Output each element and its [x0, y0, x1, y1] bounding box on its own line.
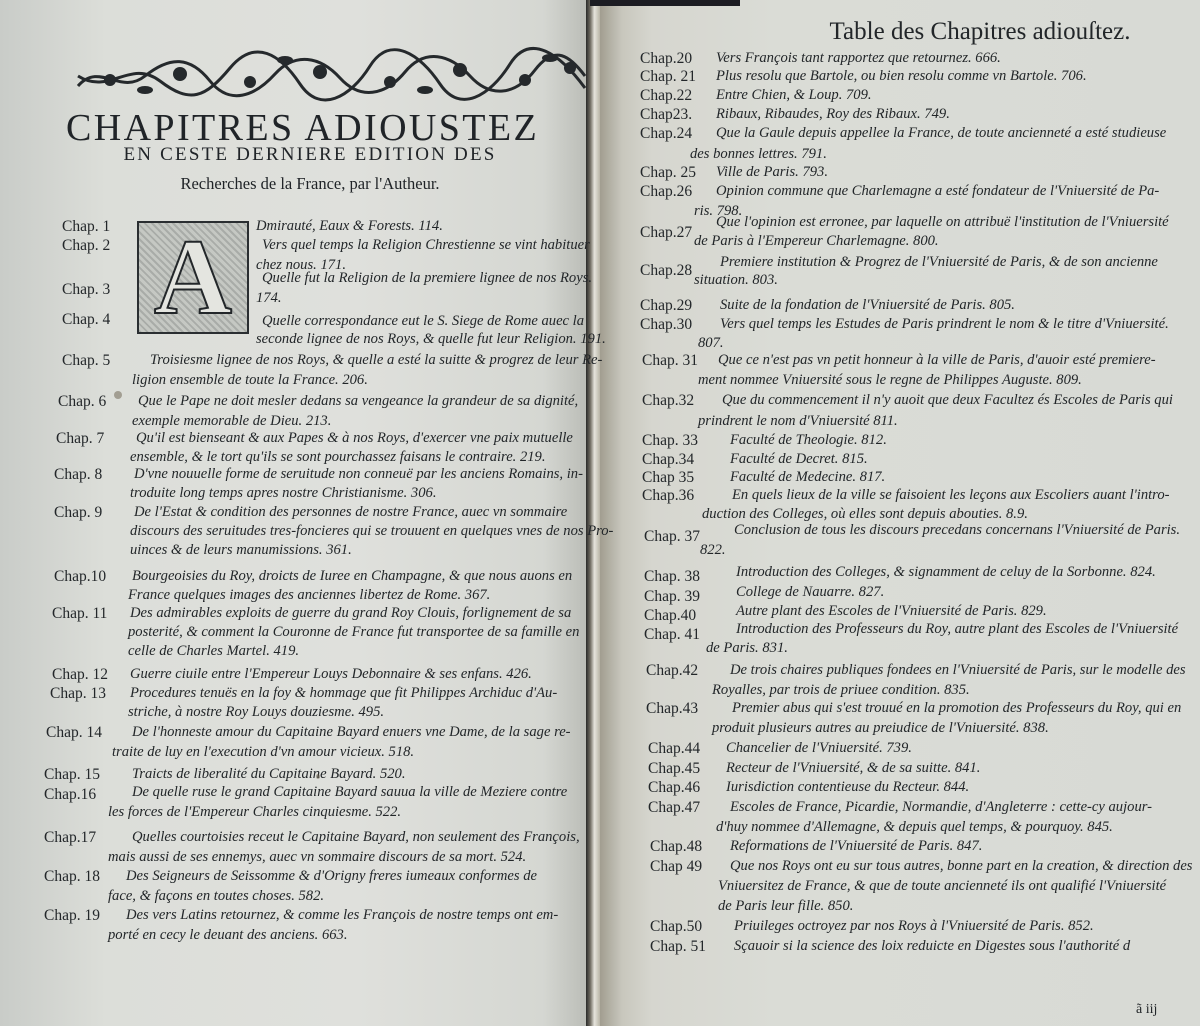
- signature-mark: ã iij: [1136, 1002, 1158, 1017]
- page-subtitle: EN CESTE DERNIERE EDITION DES: [123, 144, 497, 165]
- page-title: CHAPITRES ADIOUSTEZ: [66, 107, 540, 149]
- drop-cap-letter: A: [154, 217, 232, 337]
- decorated-drop-cap: [137, 217, 249, 337]
- right-page-title: Table des Chapitres adiouſtez.: [829, 18, 1131, 45]
- ink-stain: [316, 774, 320, 779]
- binding-shadow: [590, 0, 740, 6]
- floral-headpiece-ornament-icon: [70, 46, 590, 102]
- page-subtitle-2: Recherches de la France, par l'Autheur.: [180, 174, 440, 193]
- ink-stain: [114, 391, 122, 399]
